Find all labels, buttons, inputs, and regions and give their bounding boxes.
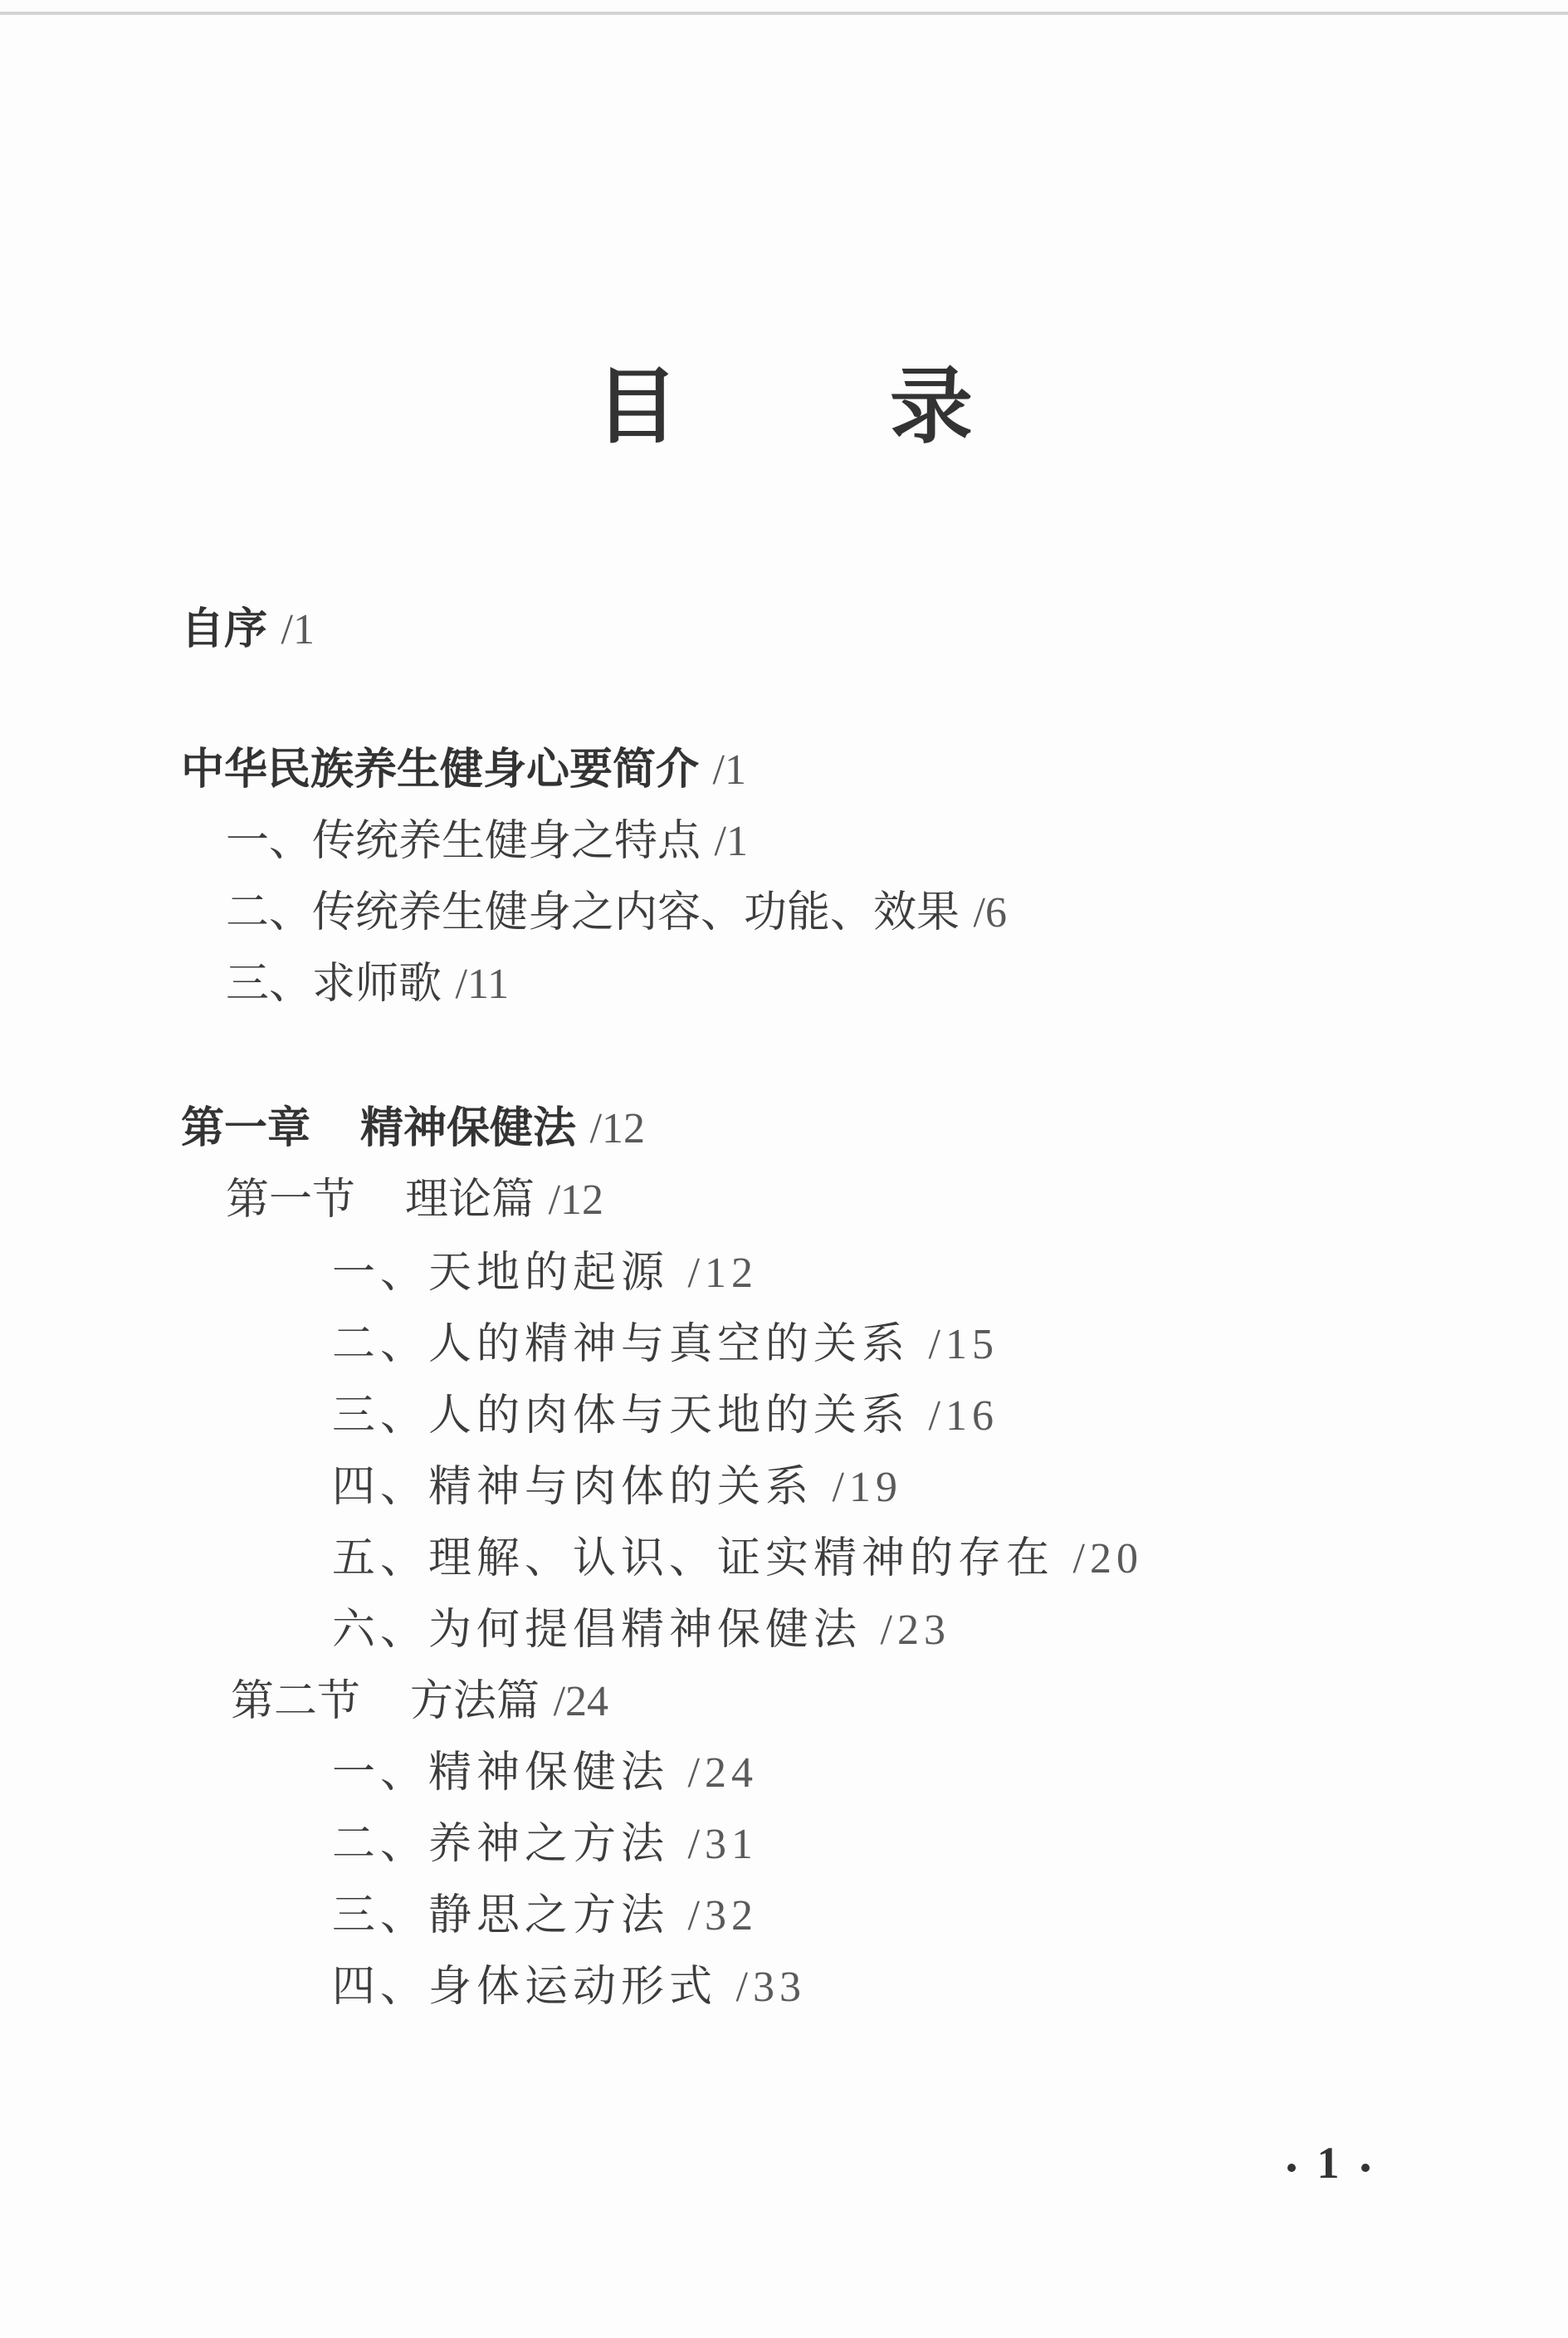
toc-entry-method-item-3[interactable] bbox=[332, 1888, 758, 1944]
toc-entry-theory-item-6[interactable] bbox=[332, 1602, 950, 1658]
toc-entry-label: 四、身体运动形式 bbox=[332, 1962, 718, 2012]
toc-entry-preface[interactable] bbox=[181, 602, 315, 658]
toc-entry-section-1[interactable] bbox=[226, 1172, 603, 1228]
toc-entry-label: 一、天地的起源 bbox=[332, 1248, 670, 1298]
toc-entry-theory-item-3[interactable] bbox=[332, 1388, 999, 1444]
toc-entry-label: 方法篇 bbox=[410, 1676, 540, 1726]
toc-section-number: 第二节 bbox=[231, 1676, 361, 1726]
toc-entry-label: 四、精神与肉体的关系 bbox=[332, 1462, 814, 1512]
toc-chapter-number: 第一章 bbox=[181, 1103, 311, 1153]
toc-entry-page: /16 bbox=[928, 1392, 999, 1440]
toc-entry-introduction[interactable] bbox=[181, 742, 746, 798]
toc-entry-page: /1 bbox=[714, 818, 748, 865]
bullet-dot-icon bbox=[1361, 2164, 1370, 2172]
toc-entry-label: 二、人的精神与真空的关系 bbox=[332, 1319, 911, 1369]
toc-entry-label: 六、为何提倡精神保健法 bbox=[332, 1605, 862, 1655]
toc-entry-label: 理论篇 bbox=[405, 1175, 535, 1225]
toc-entry-label: 自序 bbox=[181, 604, 268, 654]
toc-entry-chapter-1[interactable] bbox=[181, 1101, 645, 1157]
toc-entry-label: 一、传统养生健身之特点 bbox=[226, 816, 701, 866]
top-border-rule bbox=[0, 12, 1568, 15]
toc-entry-label: 二、养神之方法 bbox=[332, 1819, 670, 1869]
bullet-dot-icon bbox=[1287, 2164, 1296, 2172]
toc-entry-page: /11 bbox=[455, 961, 510, 1008]
toc-entry-page: /31 bbox=[687, 1821, 758, 1868]
toc-entry-theory-item-2[interactable] bbox=[332, 1317, 999, 1372]
toc-entry-page: /12 bbox=[548, 1176, 604, 1224]
toc-entry-page: /6 bbox=[973, 889, 1007, 937]
toc-entry-page: /32 bbox=[687, 1892, 758, 1939]
toc-entry-label: 一、精神保健法 bbox=[332, 1748, 670, 1798]
toc-entry-theory-item-1[interactable] bbox=[332, 1245, 758, 1301]
toc-entry-label: 五、理解、认识、证实精神的存在 bbox=[332, 1533, 1055, 1583]
toc-entry-page: /24 bbox=[687, 1749, 758, 1797]
toc-entry-theory-item-5[interactable] bbox=[332, 1531, 1143, 1587]
page-number bbox=[1245, 2134, 1411, 2192]
toc-entry-page: /1 bbox=[712, 746, 746, 794]
page-title: 目 录 bbox=[595, 358, 1064, 455]
toc-entry-intro-item-2[interactable] bbox=[226, 885, 1007, 941]
toc-entry-method-item-1[interactable] bbox=[332, 1745, 758, 1801]
toc-entry-label: 三、人的肉体与天地的关系 bbox=[332, 1391, 911, 1440]
toc-entry-page: /23 bbox=[880, 1607, 950, 1654]
toc-entry-intro-item-3[interactable] bbox=[226, 956, 509, 1012]
toc-entry-page: /15 bbox=[928, 1321, 999, 1368]
toc-entry-page: /12 bbox=[589, 1105, 646, 1152]
toc-entry-method-item-4[interactable] bbox=[332, 1959, 806, 2015]
toc-entry-section-2[interactable] bbox=[231, 1674, 608, 1729]
toc-entry-label: 中华民族养生健身心要简介 bbox=[181, 745, 700, 795]
toc-entry-label: 二、传统养生健身之内容、功能、效果 bbox=[226, 888, 960, 937]
page-number-value: 1 bbox=[1316, 2138, 1340, 2188]
toc-entry-page: /1 bbox=[281, 606, 315, 653]
toc-entry-page: /12 bbox=[687, 1250, 758, 1297]
toc-entry-label: 精神保健法 bbox=[360, 1103, 577, 1153]
toc-entry-theory-item-4[interactable] bbox=[332, 1460, 902, 1515]
toc-entry-label: 三、静思之方法 bbox=[332, 1890, 670, 1940]
toc-entry-page: /33 bbox=[735, 1964, 806, 2011]
toc-entry-label: 三、求师歌 bbox=[226, 959, 442, 1009]
toc-entry-intro-item-1[interactable] bbox=[226, 814, 748, 869]
toc-entry-method-item-2[interactable] bbox=[332, 1817, 758, 1872]
toc-entry-page: /24 bbox=[553, 1678, 609, 1725]
toc-section-number: 第一节 bbox=[226, 1175, 356, 1225]
toc-entry-page: /19 bbox=[832, 1464, 902, 1511]
toc-entry-page: /20 bbox=[1072, 1535, 1143, 1582]
